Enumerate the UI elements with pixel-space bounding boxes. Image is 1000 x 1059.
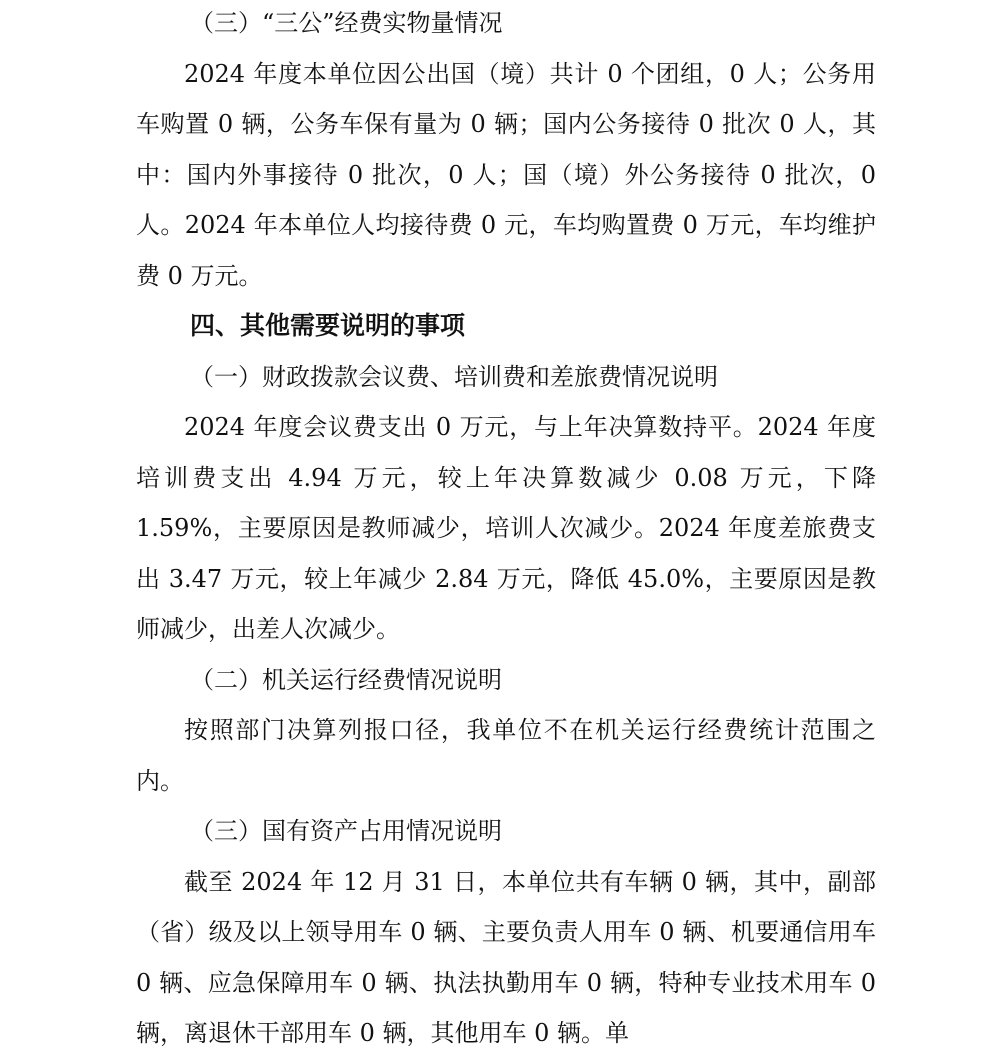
subsection-3-paragraph: 截至 2024 年 12 月 31 日，本单位共有车辆 0 辆，其中，副部（省）级及以上领导用车 0 辆、主要负责人用车 0 辆、机要通信用车 0 辆、应急保障用车 0 辆、执法执勤用车 0 辆，特种专业技术用车 0 辆，离退休干部用车 0 辆，其他用车 0 辆。单 [136,867,876,1047]
section-3-paragraph: 2024 年度本单位因公出国（境）共计 0 个团组，0 人；公务用车购置 0 辆，公务车保有量为 0 辆；国内公务接待 0 批次 0 人，其中：国内外事接待 0 批次，0 人；国（境）外公务接待 0 批次，0 人。2024 年本单位人均接待费 0 元，车均购置费 0 万元，车均维护费 0 万元。 [136,59,876,290]
section-3-title: （三）“三公”经费实物量情况 [190,9,503,37]
subsection-2-title: （二）机关运行经费情况说明 [190,665,502,694]
subsection-1-paragraph: 2024 年度会议费支出 0 万元，与上年决算数持平。2024 年度培训费支出 4.94 万元，较上年决算数减少 0.08 万元，下降 1.59%，主要原因是教师减少，培训人次减少。2024 年度差旅费支出 3.47 万元，较上年减少 2.84 万元，降低 45.0%，主要原因是教师减少，出差人次减少。 [136,413,876,643]
subsection-1-title: （一）财政拨款会议费、培训费和差旅费情况说明 [190,362,718,391]
document-page [136,0,876,1059]
subsection-2-paragraph: 按照部门决算列报口径，我单位不在机关运行经费统计范围之内。 [136,716,876,795]
subsection-3-title: （三）国有资产占用情况说明 [190,817,502,845]
part-4-heading: 四、其他需要说明的事项 [190,311,466,340]
